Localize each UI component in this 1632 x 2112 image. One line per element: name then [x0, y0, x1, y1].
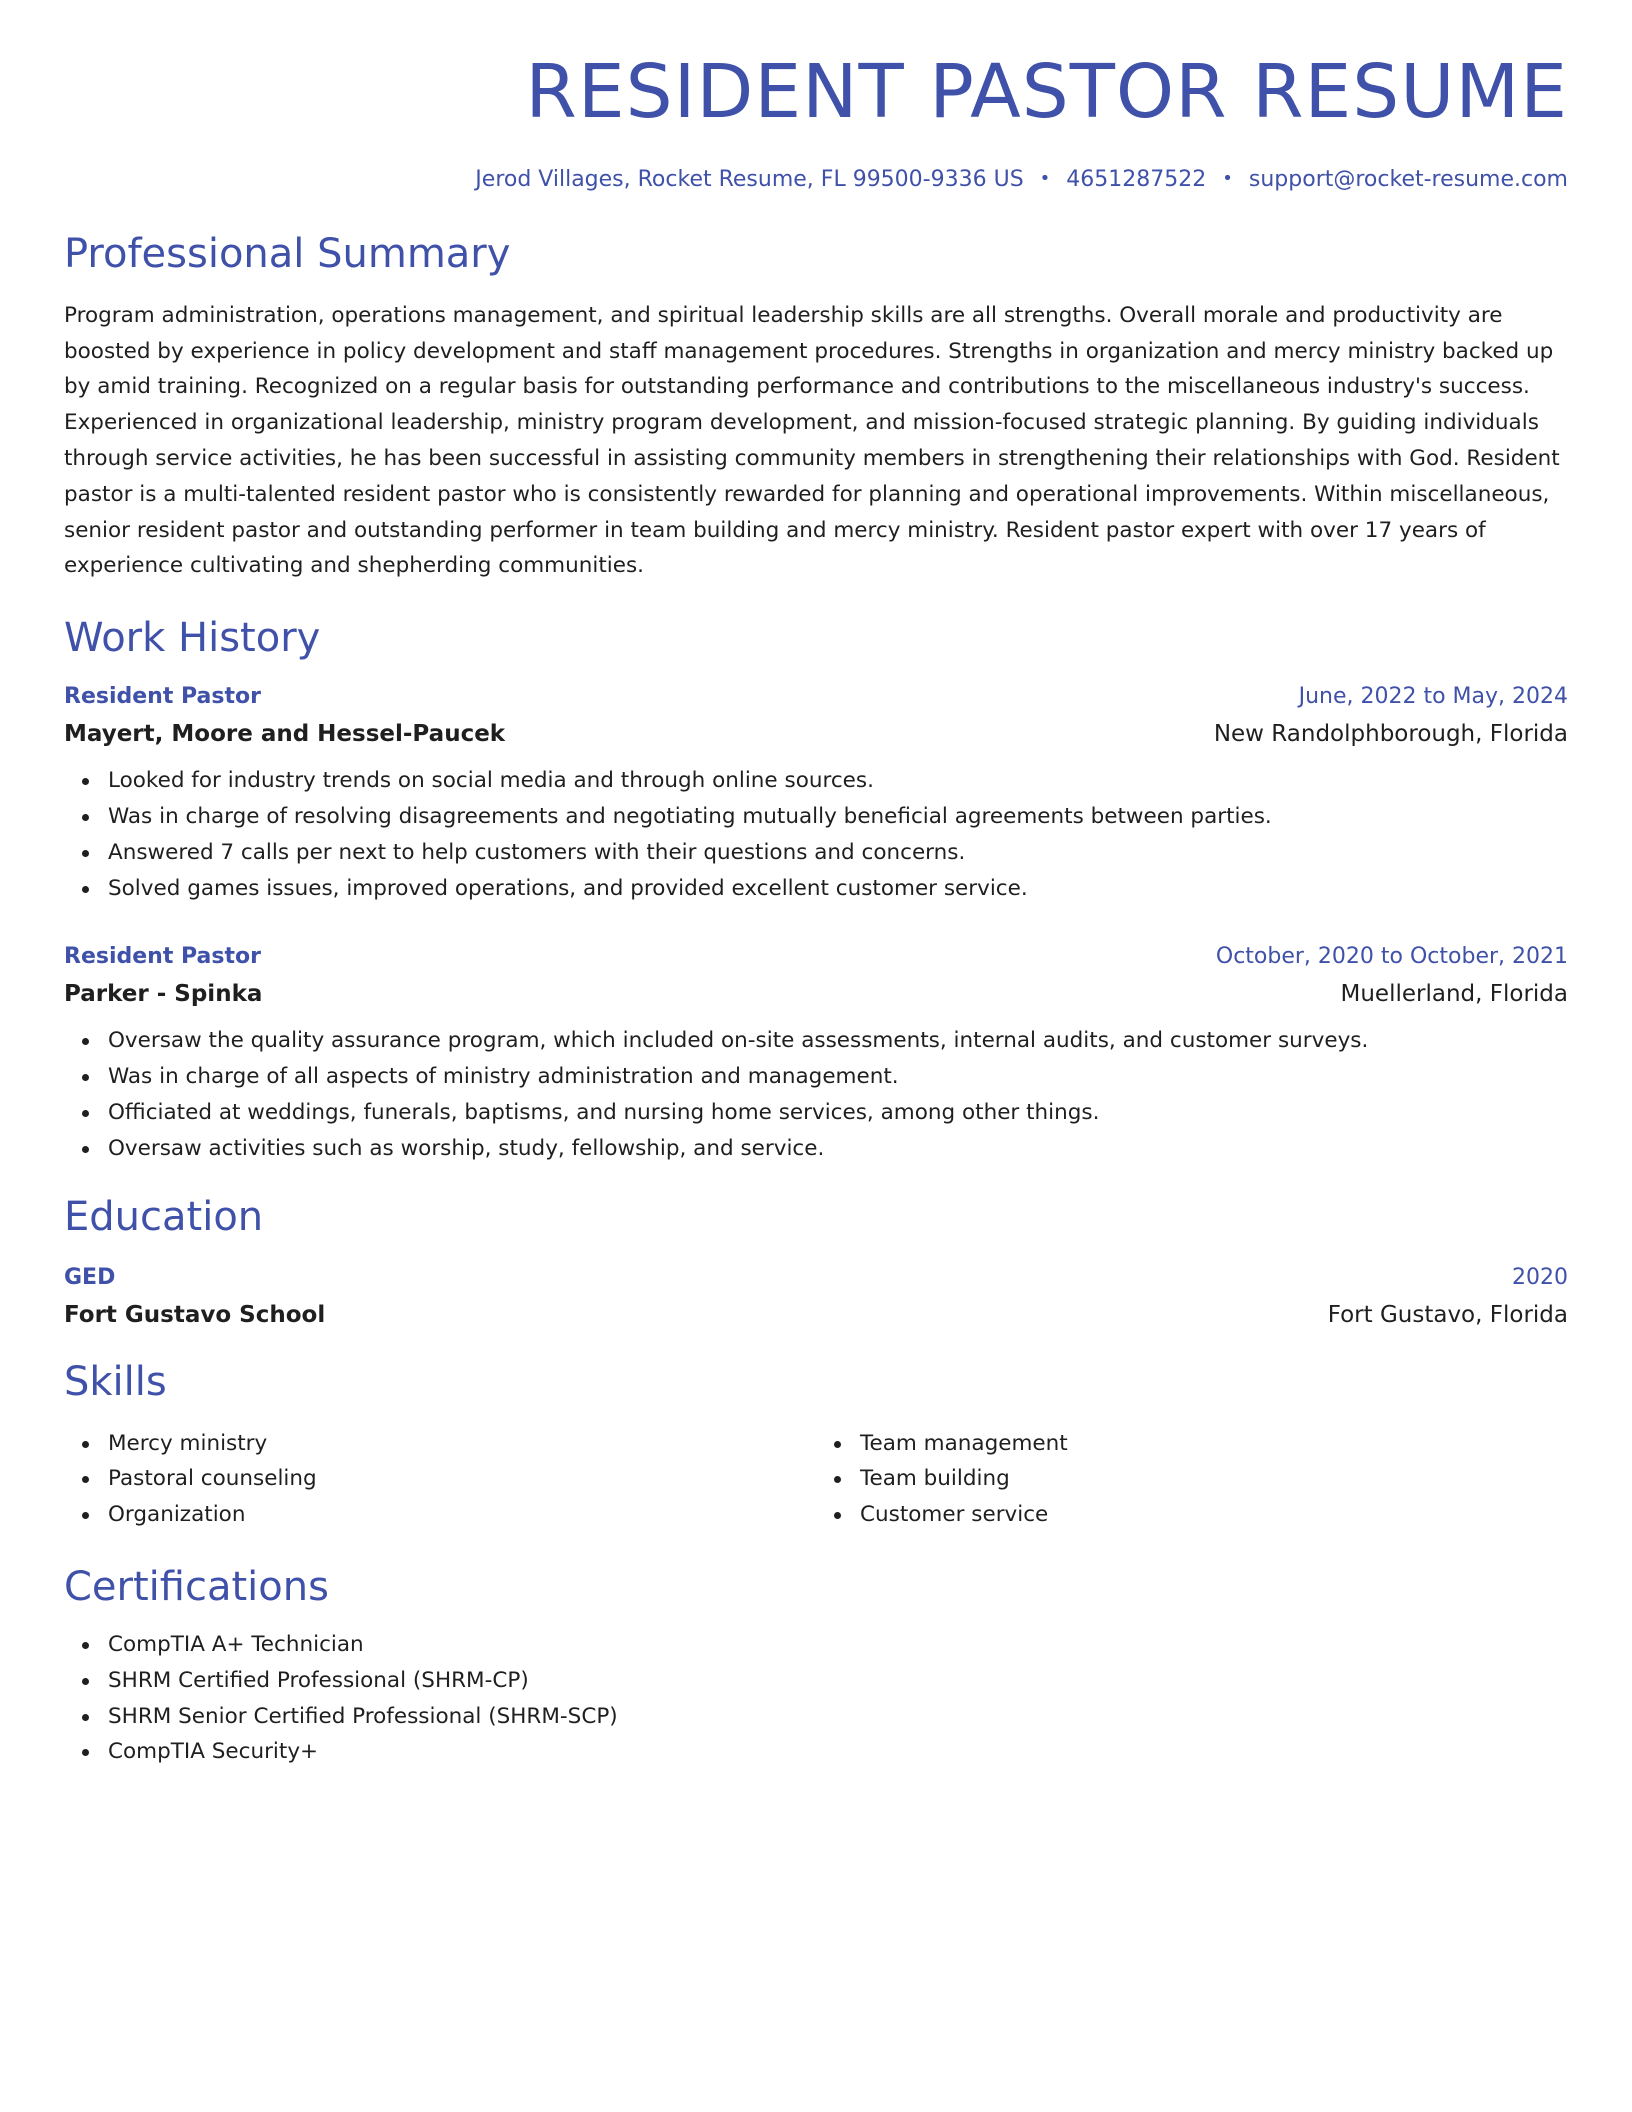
job-entry [64, 684, 1568, 906]
work-history-section [64, 614, 1568, 1166]
job-duty: Looked for industry trends on social media and through online sources. [108, 763, 1568, 799]
job-duty: Was in charge of resolving disagreements and negotiating mutually beneficial agreements between parties. [108, 799, 1568, 835]
certifications-section [64, 1563, 1568, 1770]
job-duty: Officiated at weddings, funerals, baptisms, and nursing home services, among other things. [108, 1095, 1568, 1131]
certifications-list [64, 1627, 1568, 1770]
certification-item: CompTIA Security+ [108, 1734, 1568, 1770]
certification-item: CompTIA A+ Technician [108, 1627, 1568, 1663]
job-title: Resident Pastor [64, 944, 261, 970]
contact-separator: • [1039, 168, 1051, 190]
job-dates: October, 2020 to October, 2021 [1215, 944, 1568, 970]
job-duty: Solved games issues, improved operations, and provided excellent customer service. [108, 871, 1568, 907]
resume-title: RESIDENT PASTOR RESUME [525, 49, 1568, 135]
job-duty: Was in charge of all aspects of ministry administration and management. [108, 1059, 1568, 1095]
contact-line [64, 167, 1568, 193]
skill-item: Organization [108, 1497, 816, 1533]
skills-section [64, 1358, 1568, 1533]
education-school: Fort Gustavo School [64, 1301, 326, 1328]
section-title-summary: Professional Summary [64, 230, 511, 277]
job-duties-list [64, 1023, 1568, 1166]
skill-item: Pastoral counseling [108, 1461, 816, 1497]
job-employer: Parker - Spinka [64, 981, 263, 1008]
certification-item: SHRM Senior Certified Professional (SHRM-SCP) [108, 1699, 1568, 1735]
section-title-education: Education [64, 1193, 264, 1240]
job-location: Muellerland, Florida [1340, 981, 1568, 1008]
education-entry [64, 1265, 1568, 1328]
skills-grid [64, 1410, 1568, 1533]
job-entry [64, 944, 1568, 1166]
contact-separator: • [1222, 168, 1233, 190]
education-section [64, 1193, 1568, 1328]
skills-list [816, 1426, 1568, 1533]
section-title-work-history: Work History [64, 615, 321, 662]
certification-item: SHRM Certified Professional (SHRM-CP) [108, 1663, 1568, 1699]
skill-item: Team building [860, 1461, 1568, 1497]
summary-text: Program administration, operations management, and spiritual leadership skills are all strengths. Overall morale and productivity are boosted by experience in policy development and staff management procedures. Strengths in organization and mercy ministry backed up by amid training. Recognized on a regular basis for outstanding performance and contributions to the miscellaneous industry's success. Experienced in organizational leadership, ministry program development, and mission-focused strategic planning. By guiding individuals through service activities, he has been successful in assisting community members in strengthening their relationships with God. Resident pastor is a multi-talented resident pastor who is consistently rewarded for planning and operational improvements. Within miscellaneous, senior resident pastor and outstanding performer in team building and mercy ministry. Resident pastor expert with over 17 years of experience cultivating and shepherding communities. [64, 302, 1560, 579]
skill-item: Customer service [860, 1497, 1568, 1533]
job-duties-list [64, 763, 1568, 906]
skill-item: Team management [860, 1426, 1568, 1462]
job-employer: Mayert, Moore and Hessel-Paucek [64, 721, 506, 748]
job-dates: June, 2022 to May, 2024 [1298, 684, 1568, 710]
job-duty: Oversaw the quality assurance program, which included on-site assessments, internal audits, and customer surveys. [108, 1023, 1568, 1059]
job-title: Resident Pastor [64, 684, 261, 710]
job-duty: Answered 7 calls per next to help customers with their questions and concerns. [108, 835, 1568, 871]
education-degree: GED [64, 1264, 116, 1290]
section-title-certifications: Certifications [64, 1563, 329, 1610]
education-year: 2020 [1512, 1264, 1568, 1290]
skills-column-left [64, 1410, 816, 1533]
skill-item: Mercy ministry [108, 1426, 816, 1462]
job-duty: Oversaw activities such as worship, study, fellowship, and service. [108, 1131, 1568, 1167]
contact-phone: 4651287522 [1066, 167, 1207, 193]
contact-email: support@rocket-resume.com [1248, 167, 1568, 193]
contact-address: Jerod Villages, Rocket Resume, FL 99500-9336 US [475, 167, 1024, 193]
job-location: New Randolphborough, Florida [1213, 721, 1568, 748]
skills-column-right [816, 1410, 1568, 1533]
section-title-skills: Skills [64, 1358, 167, 1405]
education-location: Fort Gustavo, Florida [1327, 1301, 1568, 1328]
summary-section [64, 230, 1568, 584]
skills-list [64, 1426, 816, 1533]
